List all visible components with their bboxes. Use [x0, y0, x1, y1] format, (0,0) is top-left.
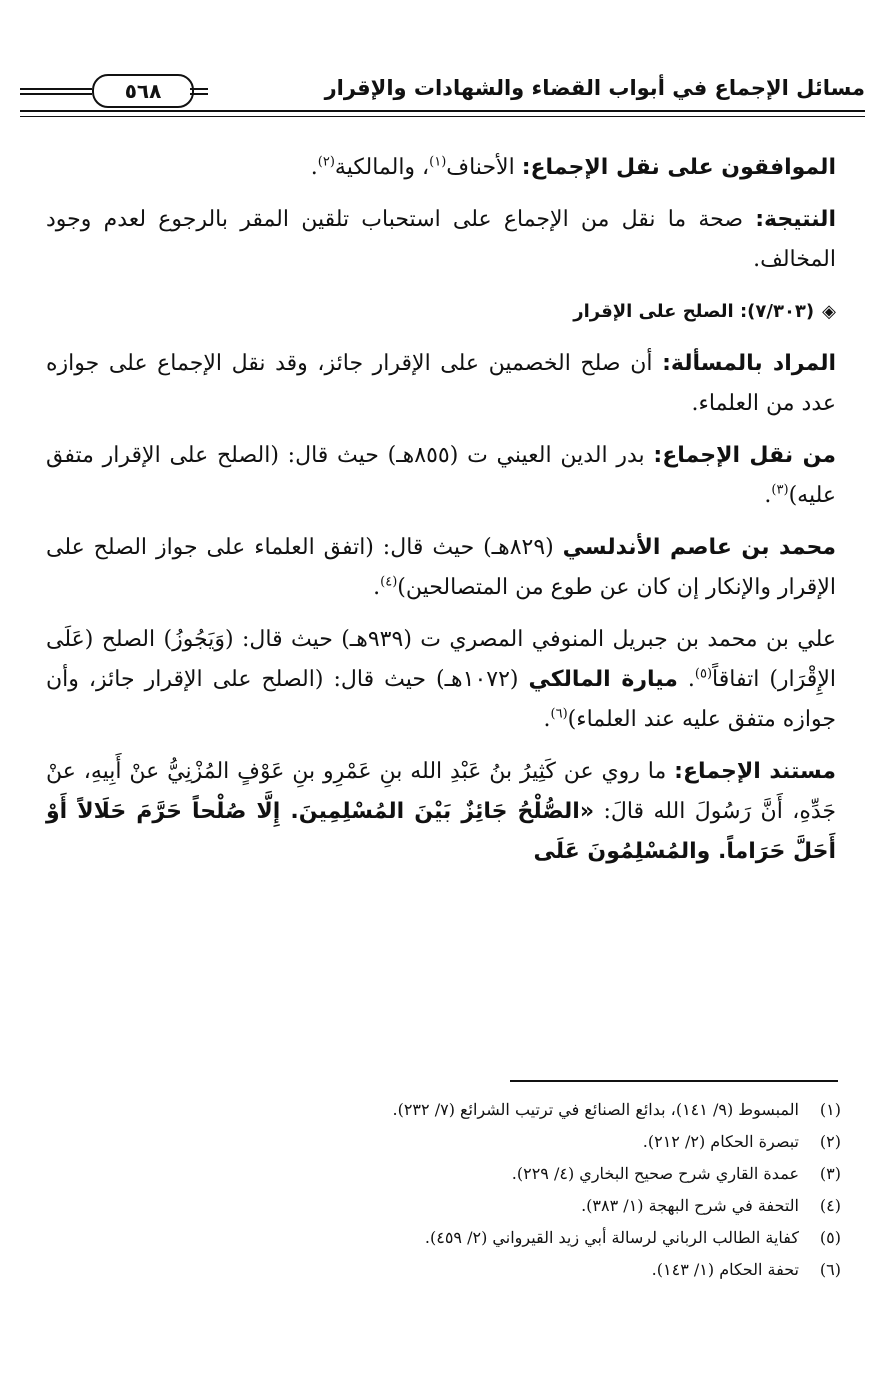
header-ornament-line [190, 88, 208, 90]
header-ornament-line [20, 93, 92, 95]
footnote-text: عمدة القاري شرح صحيح البخاري (٤/ ٢٢٩). [511, 1164, 799, 1183]
footnote-number: (٤) [819, 1196, 841, 1215]
punctuation: . [764, 483, 772, 508]
andalusi-text: (٨٢٩هـ) حيث قال: (اتفق العلماء على جواز الصلح على الإقرار والإنكار إن كان عن طوع من المتصالحين) [46, 535, 836, 600]
label-transmitters: من نقل الإجماع: [653, 443, 836, 468]
main-text [46, 148, 836, 884]
result-text: صحة ما نقل من الإجماع على استحباب تلقين المقر بالرجوع لعدم وجود المخالف. [46, 207, 836, 272]
punctuation: . [310, 155, 318, 180]
footnote-item [41, 1094, 841, 1126]
footnote-item [41, 1254, 841, 1286]
running-title: مسائل الإجماع في أبواب القضاء والشهادات والإقرار [324, 76, 865, 100]
header-rule-thin [20, 116, 865, 117]
punctuation: . [373, 575, 381, 600]
footnote-ref[interactable]: (٥) [694, 666, 713, 682]
hadith-text: «الصُّلْحُ جَائِزٌ بَيْنَ المُسْلِمِينَ. إِلَّا صُلْحاً حَرَّمَ حَلَالاً أَوْ أَحَلَّ حَرَاماً. والمُسْلِمُونَ عَلَى [46, 799, 836, 864]
meaning-text: أن صلح الخصمين على الإقرار جائز، وقد نقل الإجماع على جوازه عدد من العلماء. [46, 351, 836, 416]
footnote-number: (٦) [819, 1260, 841, 1279]
section-heading-text: (٧/٣٠٣): الصلح على الإقرار [573, 301, 815, 322]
footnote-number: (٢) [819, 1132, 841, 1151]
manufi-text: علي بن محمد بن جبريل المنوفي المصري ت (٩٣٩هـ) حيث قال: (وَيَجُوزُ) الصلح (عَلَى الإِقْرَار) اتفاقاً [46, 627, 836, 692]
footnote-ref[interactable]: (٤) [380, 574, 398, 590]
header-ornament-line [20, 88, 92, 90]
paragraph-result [46, 200, 836, 280]
section-heading [46, 292, 836, 332]
footnote-separator [510, 1080, 838, 1082]
label-agreers: الموافقون على نقل الإجماع: [521, 155, 836, 180]
footnote-item [41, 1126, 841, 1158]
paragraph-transmitters [46, 436, 836, 516]
label-evidence: مستند الإجماع: [674, 759, 836, 784]
footnote-number: (٥) [819, 1228, 841, 1247]
footnote-ref[interactable]: (٣) [771, 482, 789, 498]
text-ahnaf: الأحناف [446, 155, 515, 180]
page-header [20, 62, 865, 122]
label-result: النتيجة: [755, 207, 836, 232]
footnote-ref[interactable]: (٢) [317, 154, 335, 170]
footnote-ref[interactable]: (٦) [550, 706, 568, 722]
label-mayyara: ميارة المالكي [528, 667, 678, 692]
footnote-number: (١) [819, 1100, 841, 1119]
footnote-text: كفاية الطالب الرباني لرسالة أبي زيد القيرواني (٢/ ٤٥٩). [424, 1228, 799, 1247]
header-rule [20, 110, 865, 112]
footnote-text: التحفة في شرح البهجة (١/ ٣٨٣). [581, 1196, 799, 1215]
footnotes [41, 1094, 841, 1286]
punctuation: . [543, 707, 551, 732]
label-andalusi: محمد بن عاصم الأندلسي [562, 535, 836, 560]
mayyara-text: (١٠٧٢هـ) حيث قال: (الصلح على الإقرار جائز، وأن جوازه متفق عليه عند العلماء) [46, 667, 836, 732]
footnote-text: تحفة الحكام (١/ ١٤٣). [651, 1260, 799, 1279]
footnote-item [41, 1190, 841, 1222]
footnote-ref[interactable]: (١) [429, 154, 447, 170]
text-malikiyya: ، والمالكية [334, 155, 430, 180]
footnote-item [41, 1222, 841, 1254]
paragraph-manufi [46, 620, 836, 740]
paragraph-meaning [46, 344, 836, 424]
header-ornament-line [190, 93, 208, 95]
paragraph-evidence [46, 752, 836, 872]
page-number: ٥٦٨ [92, 74, 194, 108]
paragraph-andalusi [46, 528, 836, 608]
punctuation: . [677, 667, 695, 692]
footnote-number: (٣) [819, 1164, 841, 1183]
diamond-bullet-icon: ◈ [822, 301, 836, 322]
footnote-item [41, 1158, 841, 1190]
footnote-text: تبصرة الحكام (٢/ ٢١٢). [642, 1132, 799, 1151]
evidence-text: ما روي عن كَثِيرُ بنُ عَبْدِ الله بنِ عَمْرِو بنِ عَوْفٍ المُزْنِيُّ عنْ أَبِيهِ، عنْ جَدِّهِ، أَنَّ رَسُولَ الله قالَ: [46, 759, 837, 824]
paragraph-agreers [46, 148, 836, 188]
transmitter-aini: بدر الدين العيني ت (٨٥٥هـ) حيث قال: (الصلح على الإقرار متفق عليه) [46, 443, 836, 508]
footnote-text: المبسوط (٩/ ١٤١)، بدائع الصنائع في ترتيب الشرائع (٧/ ٢٣٢). [392, 1100, 799, 1119]
label-meaning: المراد بالمسألة: [662, 351, 836, 376]
